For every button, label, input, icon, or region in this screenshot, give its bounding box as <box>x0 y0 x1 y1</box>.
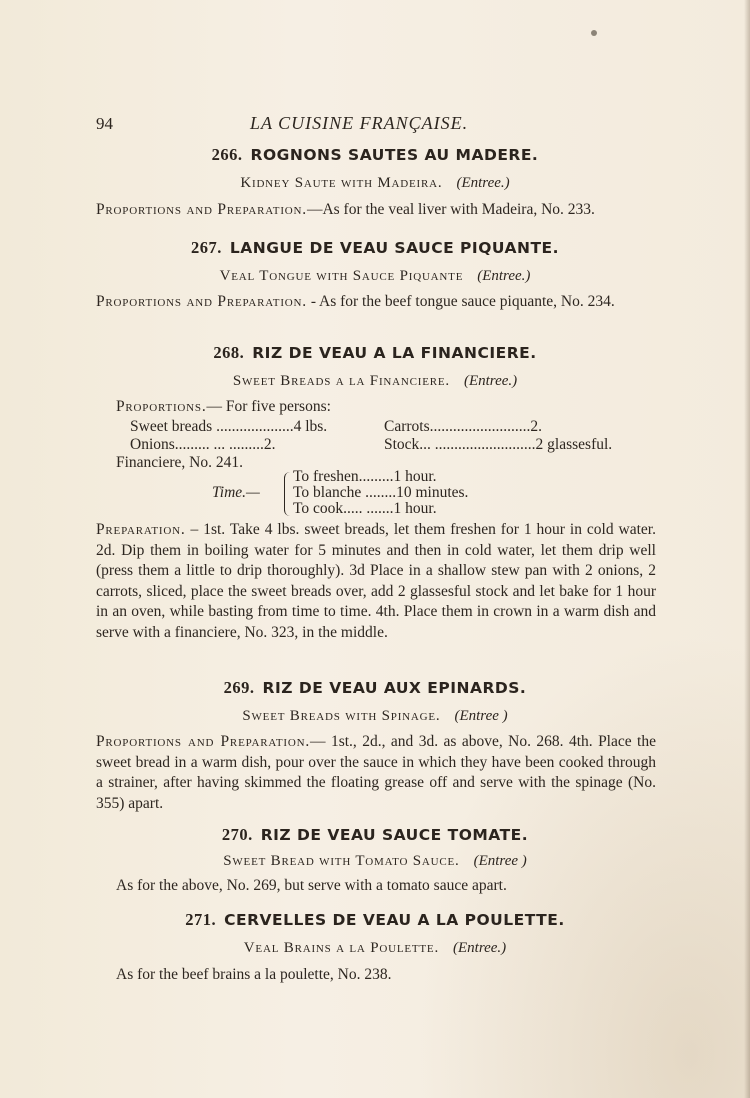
recipe-268-heading <box>0 343 750 363</box>
recipe-title: RIZ DE VEAU AUX EPINARDS. <box>262 679 527 697</box>
recipe-category: (Entree ) <box>473 853 527 869</box>
proportions-intro-text: — For five persons: <box>206 398 331 415</box>
recipe-subtitle-text: Sweet Breads a la Financiere. <box>232 373 450 389</box>
recipe-title: ROGNONS SAUTES AU MADERE. <box>250 146 539 164</box>
recipe-category: (Entree ) <box>454 708 508 724</box>
recipe-266-subtitle <box>0 175 750 192</box>
recipe-number: 269. <box>223 678 255 697</box>
recipe-271-subtitle <box>0 940 750 957</box>
recipe-title: CERVELLES DE VEAU A LA POULETTE. <box>224 911 565 929</box>
recipe-269-body <box>96 732 656 814</box>
recipe-268-subtitle <box>0 373 750 390</box>
recipe-category: (Entree.) <box>456 175 510 191</box>
section-text: – 1st. Take 4 lbs. sweet breads, let them freshen for 1 hour in cold water. 2d. Dip them in boiling water for 5 minutes and then in cold water, let them drip well (press them a little to drip thoroughly). 3d Place in a shallow stew pan with 2 onions, 2 carrots, sliced, place the sweet breads over, add 2 glassesful stock and let bake for 1 hour in an oven, while basting from time to time. 4th. Place them in crown in a warm dish and serve with a financiere, No. 323, in the middle. <box>96 521 656 641</box>
page-number: 94 <box>96 114 113 133</box>
recipe-title: RIZ DE VEAU SAUCE TOMATE. <box>260 826 529 844</box>
recipe-subtitle-text: Kidney Saute with Madeira. <box>240 175 443 191</box>
recipe-title: RIZ DE VEAU A LA FINANCIERE. <box>252 344 537 362</box>
recipe-number: 270. <box>221 825 253 844</box>
recipe-number: 271. <box>185 910 217 929</box>
recipe-number: 268. <box>213 343 245 362</box>
recipe-266-body <box>96 200 656 221</box>
recipe-270-subtitle <box>0 853 750 870</box>
ingredient-stock: Stock... ..........................2 glassesful. <box>384 436 613 453</box>
recipe-title: LANGUE DE VEAU SAUCE PIQUANTE. <box>229 239 559 257</box>
recipe-number: 267. <box>190 238 222 257</box>
recipe-subtitle-text: Sweet Breads with Spinage. <box>242 708 441 724</box>
recipe-subtitle-text: Veal Tongue with Sauce Piquante <box>219 268 464 284</box>
recipe-category: (Entree.) <box>463 373 518 389</box>
recipe-269-heading <box>0 678 750 698</box>
ingredient-sweet-breads: Sweet breads ....................4 lbs. <box>130 418 328 435</box>
section-lead: Proportions and Preparation. <box>96 293 307 310</box>
time-brace <box>284 472 291 516</box>
recipe-266-heading <box>0 145 750 165</box>
section-text: —As for the veal liver with Madeira, No. 233. <box>306 201 595 218</box>
proportions-intro <box>116 398 331 416</box>
ink-spot <box>591 30 597 36</box>
recipe-category: (Entree.) <box>453 940 507 956</box>
recipe-267-subtitle <box>0 268 750 285</box>
section-text: — 1st., 2d., and 3d. as above, No. 268. 4th. Place the sweet bread in a warm dish, pour over the sauce in which they have been cooked through a strainer, after having skimmed the floating grease off and serve with the spinage (No. 355) apart. <box>96 733 656 812</box>
book-title: LA CUISINE FRANÇAISE. <box>250 113 469 133</box>
ingredient-financiere: Financiere, No. 241. <box>116 454 243 471</box>
time-blanche: To blanche ........10 minutes. <box>293 484 469 501</box>
time-cook: To cook..... .......1 hour. <box>293 500 437 517</box>
ingredient-onions: Onions......... ... .........2. <box>130 436 276 453</box>
recipe-number: 266. <box>211 145 243 164</box>
recipe-subtitle-text: Sweet Bread with Tomato Sauce. <box>223 853 460 869</box>
recipe-271-heading <box>0 910 750 930</box>
ingredient-carrots: Carrots..........................2. <box>384 418 543 435</box>
recipe-category: (Entree.) <box>477 268 531 284</box>
recipe-267-heading <box>0 238 750 258</box>
section-lead: Proportions and Preparation. <box>96 201 307 218</box>
recipe-270-body: As for the above, No. 269, but serve with a tomato sauce apart. <box>116 877 507 894</box>
section-text: - As for the beef tongue sauce piquante, No. 234. <box>306 293 615 310</box>
section-lead: Proportions and Preparation. <box>96 733 311 750</box>
recipe-270-heading <box>0 825 750 845</box>
recipe-268-preparation <box>96 520 656 643</box>
recipe-subtitle-text: Veal Brains a la Poulette. <box>243 940 440 956</box>
section-lead: Preparation. <box>96 521 186 538</box>
proportions-lead: Proportions. <box>116 398 207 415</box>
recipe-267-body <box>96 292 656 313</box>
time-label: Time.— <box>212 484 260 501</box>
time-freshen: To freshen.........1 hour. <box>293 468 437 485</box>
recipe-269-subtitle <box>0 708 750 725</box>
recipe-271-body: As for the beef brains a la poulette, No. 238. <box>116 966 392 983</box>
